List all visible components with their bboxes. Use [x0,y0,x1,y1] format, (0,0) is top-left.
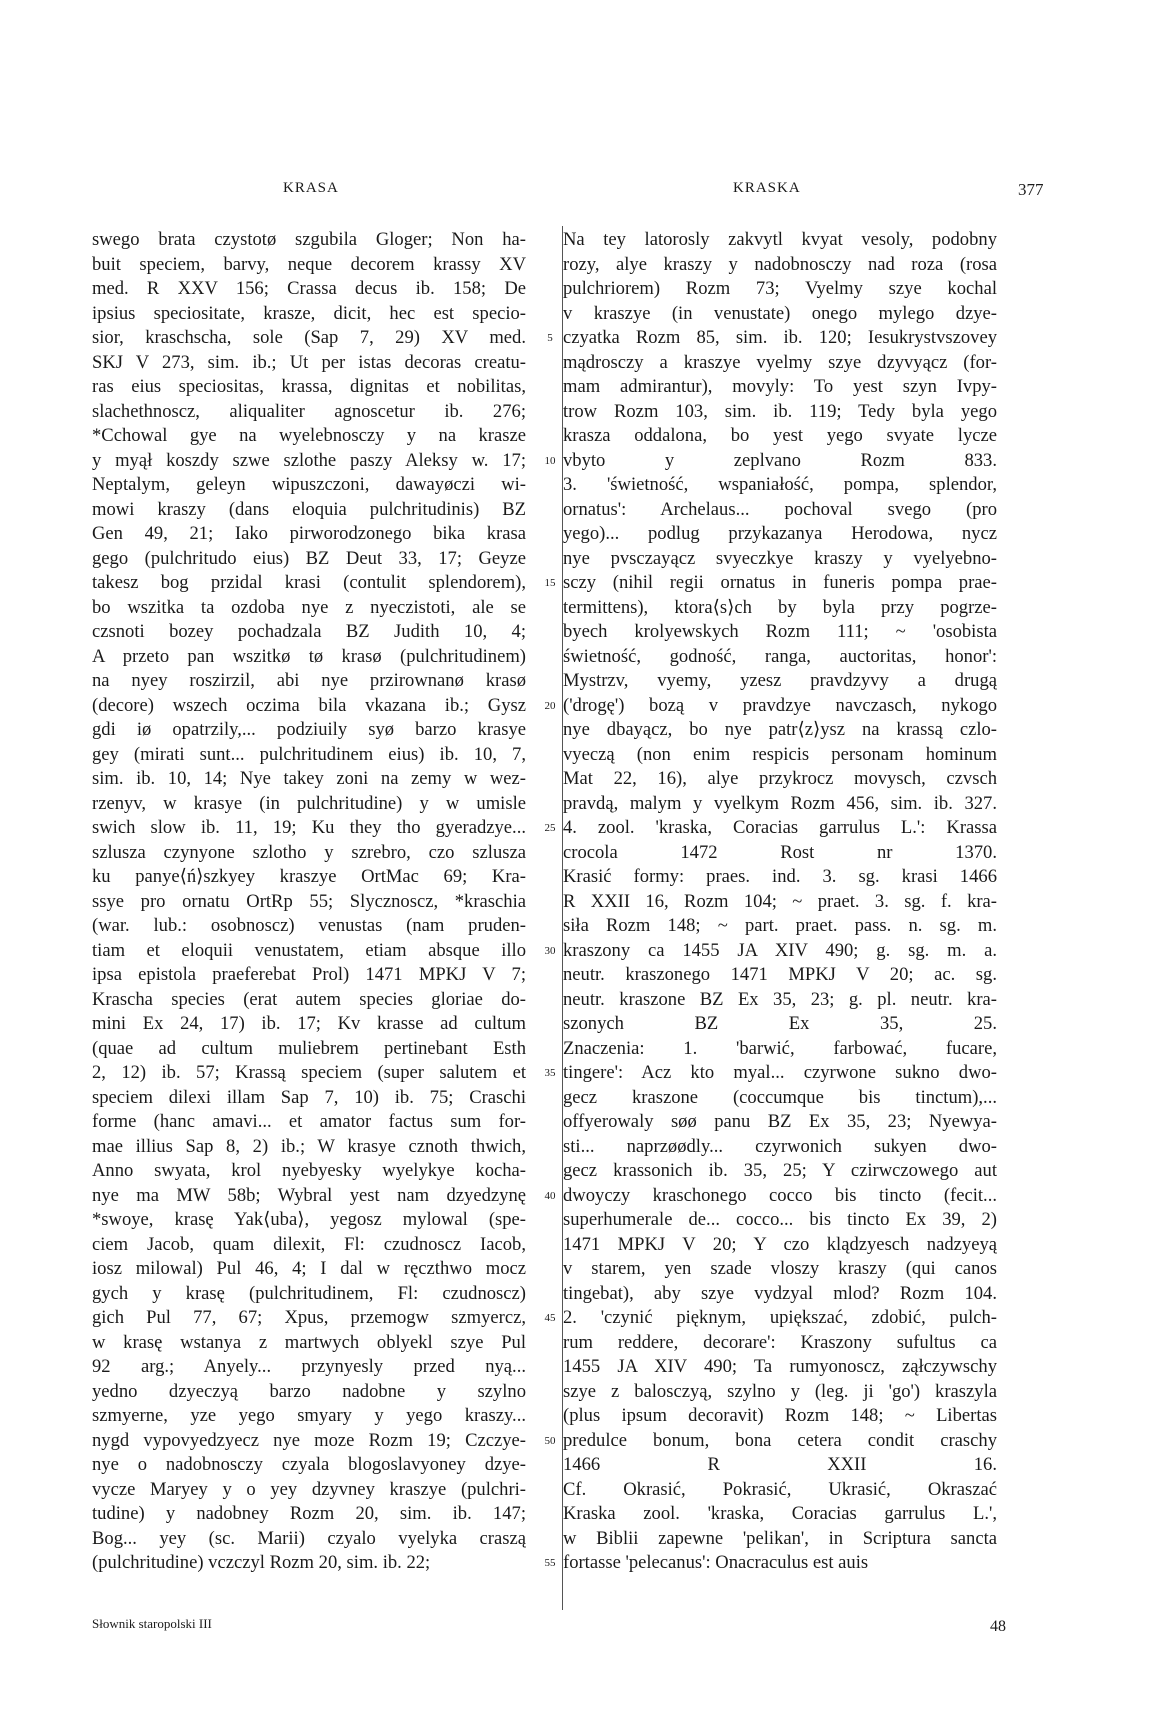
right-column-line: szonych BZ Ex 35, 25. [563,1013,997,1034]
right-column-line: Krasić formy: praes. ind. 3. sg. krasi 1466 [563,866,997,887]
left-column-line: Gen 49, 21; Iako pirworodzonego bika krasa [92,523,526,544]
left-running-head: KRASA [283,180,339,196]
line-number: 20 [544,699,556,712]
line-number: 10 [544,454,556,467]
left-column-line: vycze Maryey y o yey dzyvney kraszye (pulchri- [92,1478,526,1500]
left-column-line: swego brata czystotø szgubila Gloger; Non ha- [92,229,526,250]
footer-signature: Słownik staropolski III [92,1616,212,1631]
line-number: 25 [544,822,556,834]
left-column-line: w krasę wstanya z martwych oblyekl szye Pul [92,1331,526,1353]
left-column-line: ras eius speciositas, krassa, dignitas et nobilitas, [92,376,526,397]
left-column-line: szmyerne, yze yego smyary y yego kraszy... [92,1405,526,1426]
right-column-line: 1455 JA XIV 490; Ta rumyonoscz, ząłczywschy [563,1356,997,1377]
left-column-line: tiam et eloquii venustatem, etiam absque illo [92,939,526,961]
left-column-line: nye o nadobnosczy czyala blogoslavyoney dzye- [92,1454,526,1475]
line-number: 50 [544,1434,556,1447]
right-column-line: mądrosczy a kraszye vyelmy szye dzyvyącz (for- [563,351,997,373]
right-column-line: Mystrzv, vyemy, yzesz pravdzyvy a drugą [563,670,997,691]
left-column-line: (pulchritudine) vczczyl Rozm 20, sim. ib. 22; [92,1552,431,1573]
right-column-line: gecz krassonich ib. 35, 25; Y czirwczowego aut [563,1160,997,1181]
right-column-line: tingebat), aby szye vydzyal mlod? Rozm 104. [563,1282,997,1304]
right-column-line: nye pvsczayącz svyeczkye kraszy y vyelyebno- [563,547,997,569]
line-number: 30 [544,944,556,957]
right-column-line: 2. 'czynić pięknym, upiększać, zdobić, pulch- [563,1307,997,1328]
left-column-line: bo wszitka ta ozdoba nye z nyeczistoti, ale se [92,596,526,618]
page-number: 377 [1018,180,1044,199]
left-column-line: 92 arg.; Anyely... przynyesly przed nyą... [92,1356,526,1377]
left-column-line: Bog... yey (sc. Marii) czyalo vyelyka craszą [92,1527,526,1549]
left-column-line: ku panye⟨ń⟩szkyey kraszye OrtMac 69; Kra- [92,866,526,887]
left-column-line: med. R XXV 156; Crassa decus ib. 158; De [92,278,526,299]
right-column-line: 3. 'świetność, wspaniałość, pompa, splendor, [563,474,997,495]
left-column-line: rzenyv, w krasye (in pulchritudine) y w umisle [92,792,526,814]
left-column-line: sim. ib. 10, 14; Nye takey zoni na zemy w wez- [92,768,526,789]
left-column-line: takesz bog przidal krasi (contulit splendorem), [92,572,526,593]
right-column-line: (plus ipsum decoravit) Rozm 148; ~ Libertas [563,1405,997,1426]
right-column-line: Kraska zool. 'kraska, Coracias garrulus L.', [563,1503,997,1524]
right-column-line: superhumerale de... cocco... bis tincto Ex 39, 2) [563,1209,997,1230]
right-column-line: świetność, godność, ranga, auctoritas, honor': [563,645,997,667]
right-column-line: w Biblii zapewne 'pelikan', in Scriptura sancta [563,1527,997,1549]
left-column-line: tudine) y nadobney Rozm 20, sim. ib. 147; [92,1503,526,1524]
left-column-line: na nyey roszirzil, abi nye przirownanø krasø [92,670,526,691]
left-column-line: 2, 12) ib. 57; Krassą speciem (super salutem et [92,1062,526,1083]
right-column-line: siła Rozm 148; ~ part. praet. pass. n. sg. m. [563,915,997,936]
right-column-line: nye dbayącz, bo nye patr⟨z⟩ysz na krassą czlo- [563,719,997,740]
left-column-line: y myął koszdy szwe szlothe paszy Aleksy w. 17; [92,449,526,471]
left-column-line: forme (hanc amavi... et amator factus sum for- [92,1111,526,1132]
left-column-line: czsnoti bozey pochadzala BZ Judith 10, 4; [92,621,526,642]
left-column-line: mini Ex 24, 17) ib. 17; Kv krasse ad cultum [92,1013,526,1034]
right-column-line: Znaczenia: 1. 'barwić, farbować, fucare, [563,1037,997,1059]
right-column-line: termittens), ktora⟨s⟩ch by byla przy pogrze- [563,596,997,618]
right-column-line: Na tey latorosly zakvytl kvyat vesoly, podobny [563,229,997,250]
right-column-line: yego)... podlug przykazanya Herodowa, nycz [563,523,997,544]
left-column-line: *swoye, krasę Yak⟨uba⟩, yegosz mylowal (spe- [92,1209,526,1230]
right-column-line: szye z balosczyą, szylno y (leg. ji 'go') kraszyla [563,1380,997,1402]
line-number: 40 [544,1189,556,1202]
left-column-line: gych y krasę (pulchritudinem, Fl: czudnoscz) [92,1282,526,1304]
line-number: 35 [544,1067,556,1079]
right-column-line: 1466 R XXII 16. [563,1454,997,1475]
right-column [563,228,997,1576]
left-column-line: (quae ad cultum muliebrem pertinebant Esth [92,1037,526,1059]
left-column-line: gdi iø opatrzily,... podziuily syø barzo krasye [92,719,526,740]
left-column-line: iosz milowal) Pul 46, 4; I dal w ręczthwo mocz [92,1258,526,1279]
left-column-line: ciem Jacob, quam dilexit, Fl: czudnoscz Iacob, [92,1233,526,1255]
left-column-line: gey (mirati sunt... pulchritudinem eius) ib. 10, 7, [92,743,526,765]
left-column-line: (decore) wszech oczima bila vkazana ib.; Gysz [92,694,526,716]
right-column-line: ('drogę') bozą v pravdzye navczasch, nykogo [563,694,997,716]
right-column-line: predulce bonum, bona cetera condit craschy [563,1429,997,1451]
left-column-line: ipsius speciositate, krasze, dicit, hec est specio- [92,302,526,324]
line-number: 5 [547,332,553,344]
left-column-line: ssye pro ornatu OrtRp 55; Slycznoscz, *kraschia [92,890,526,912]
line-number: 55 [544,1557,556,1569]
left-column-line: buit speciem, barvy, neque decorem krassy XV [92,253,526,275]
right-column-line: byech krolyewskych Rozm 111; ~ 'osobista [563,621,997,642]
right-column-line: crocola 1472 Rost nr 1370. [563,841,997,863]
right-column-line: v starem, yen szade vloszy kraszy (qui canos [563,1258,997,1279]
right-column-line: Mat 22, 16), alye przykrocz movysch, czvsch [563,768,997,789]
right-column-line: v kraszye (in venustate) onego mylego dzye- [563,302,997,324]
left-column-line: *Cchowal gye na wyelebnosczy y na krasze [92,425,526,446]
right-column-line: sti... naprzøødly... czyrwonich sukyen dwo- [563,1135,997,1157]
left-column-line: mae illius Sap 8, 2) ib.; W krasye cznoth thwich, [92,1135,526,1157]
right-column-line: neutr. kraszone BZ Ex 35, 23; g. pl. neutr. kra- [563,988,997,1010]
left-column-line: (war. lub.: osobnoscz) venustas (nam pruden- [92,915,526,936]
right-column-line: 1471 MPKJ V 20; Y czo klądzyesch nadzyeyą [563,1233,997,1255]
right-column-line: neutr. kraszonego 1471 MPKJ V 20; ac. sg. [563,964,997,985]
right-column-line: gecz kraszone (coccumque bis tinctum),... [563,1086,997,1108]
right-column-line: rozy, alye kraszy y nadobnosczy nad roza (rosa [563,253,997,275]
left-column-line: gego (pulchritudo eius) BZ Deut 33, 17; Geyze [92,547,526,569]
right-column-line: offyerowaly søø panu BZ Ex 35, 23; Nyewya- [563,1111,997,1132]
left-column-line: yedno dzyeczyą barzo nadobne y szylno [92,1380,526,1402]
left-column-line: Anno swyata, krol nyebyesky wyelykye kocha- [92,1160,526,1181]
left-column-line: slachethnoscz, aliqualiter agnoscetur ib. 276; [92,400,526,422]
right-column-line: krasza oddalona, bo yest yego svyate lycze [563,425,997,446]
right-column-line: R XXII 16, Rozm 104; ~ praet. 3. sg. f. kra- [563,890,997,912]
left-column-line: Neptalym, geleyn wipuszczoni, dawayøczi wi- [92,474,526,495]
running-header [0,180,1172,210]
right-column-line: rum reddere, decorare': Kraszony sufultus ca [563,1331,997,1353]
footer-sheet-number: 48 [990,1618,1006,1635]
left-column-line: ipsa epistola praeferebat Prol) 1471 MPKJ V 7; [92,964,526,985]
left-column-line: gich Pul 77, 67; Xpus, przemogw szmyercz, [92,1307,526,1328]
left-column-line: nye ma MW 58b; Wybral yest nam dzyedzynę [92,1184,526,1206]
left-column-line: mowi kraszy (dans eloquia pulchritudinis) BZ [92,498,526,520]
left-column-line: SKJ V 273, sim. ib.; Ut per istas decoras creatu- [92,351,526,373]
left-column-line: speciem dilexi illam Sap 7, 10) ib. 75; Craschi [92,1086,526,1108]
left-column-line: Krascha species (erat autem species gloriae do- [92,988,526,1010]
right-column-line: vbyto y zeplvano Rozm 833. [563,449,997,471]
right-column-line: ornatus': Archelaus... pochoval svego (pro [563,498,997,520]
left-column-line: szlusza czynyone szlotho y szrebro, czo szlusza [92,841,526,863]
right-column-line: trow Rozm 103, sim. ib. 119; Tedy byla yego [563,400,997,422]
right-column-line: 4. zool. 'kraska, Coracias garrulus L.': Krassa [563,817,997,838]
right-column-line: sczy (nihil regii ornatus in funeris pompa prae- [563,572,997,593]
left-column-line: nygd vypovyedzyecz nye moze Rozm 19; Czczye- [92,1429,526,1451]
right-column-line: pulchriorem) Rozm 73; Vyelmy szye kochal [563,278,997,299]
right-column-line: Cf. Okrasić, Pokrasić, Ukrasić, Okraszać [563,1478,997,1500]
right-running-head: KRASKA [733,180,801,196]
line-number: 45 [544,1312,556,1324]
left-column [92,228,526,1576]
line-number-gutter [540,228,562,1618]
right-column-line: tingere': Acz kto myal... czyrwone sukno dwo- [563,1062,997,1083]
right-column-line: vyeczą (non enim respicis personam hominum [563,743,997,765]
left-column-line: swich slow ib. 11, 19; Ku they tho gyeradzye... [92,817,526,838]
line-number: 15 [544,577,556,589]
left-column-line: A przeto pan wszitkø tø krasø (pulchritudinem) [92,645,526,667]
left-column-line: sior, kraschscha, sole (Sap 7, 29) XV med. [92,327,526,348]
right-column-line: fortasse 'pelecanus': Onacraculus est auis [563,1552,869,1573]
right-column-line: dwoyczy kraschonego cocco bis tincto (fecit... [563,1184,997,1206]
right-column-line: kraszony ca 1455 JA XIV 490; g. sg. m. a. [563,939,997,961]
right-column-line: pravdą, malym y vyelkym Rozm 456, sim. ib. 327. [563,792,997,814]
right-column-line: czyatka Rozm 85, sim. ib. 120; Iesukrystvszovey [563,327,997,348]
right-column-line: mam admirantur), movyly: To yest szyn Ivpy- [563,376,997,397]
